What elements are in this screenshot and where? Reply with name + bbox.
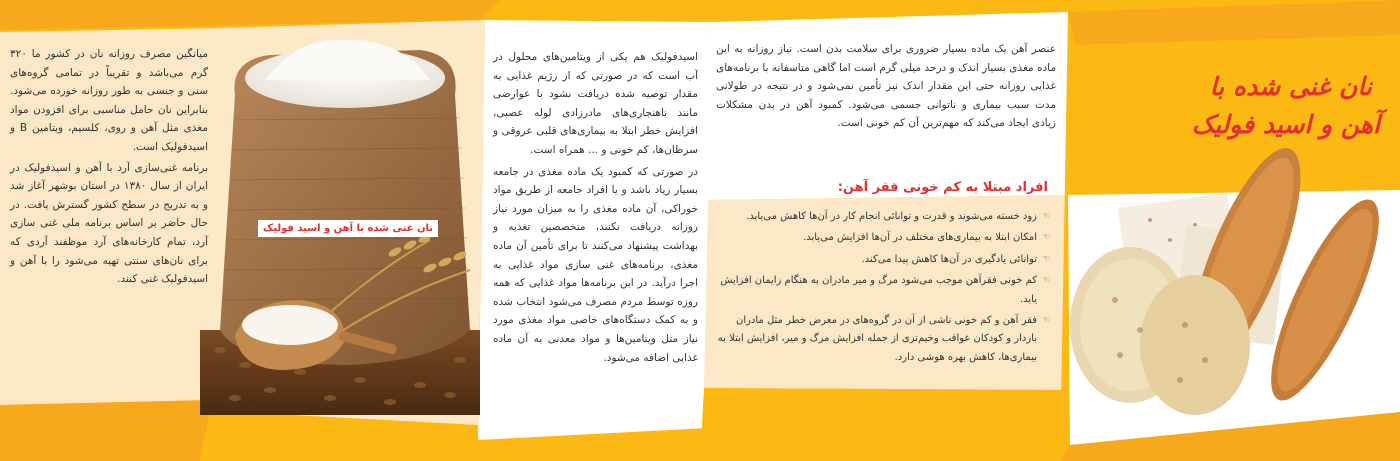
- pointing-hand-icon: ☜: [1042, 315, 1051, 327]
- bullet-text: فقر آهن و کم خونی ناشی از آن در گروه‌های در معرض خطر مثل مادران باردار و کودکان عواقب وخیم‌تری از جمله افزایش مرگ و میر، افزایش ابتلا به بیماری‌ها، کاهش بهره هوشی دارد.: [717, 315, 1037, 363]
- deficiency-section-title: افراد مبتلا به کم خونی فقر آهن:: [837, 180, 1048, 195]
- cover-title-line-1: نان غنی شده با: [1209, 72, 1372, 101]
- right-paragraph-1: عنصر آهن یک ماده بسیار ضروری برای سلامت بدن است. نیاز روزانه به این ماده مغذی بسیار اندک و درحد میلی گرم است اما گاهی متاسفانه با برنامه‌های غذایی روزانه حتی این مقدار اندک نیز تأمین نمی‌شود و در نتیجه در طولانی مدت سبب بیماری و ناتوانی جسمی می‌شود. کمبود آهن در بدن مشکلات زیادی ایجاد می‌کند که مهم‌ترین آن کم خونی است.: [716, 43, 1056, 130]
- right-column-intro: [716, 40, 1056, 133]
- middle-paragraph-1: اسیدفولیک هم یکی از ویتامین‌های محلول در آب است که در صورتی که از رژیم غذایی به مقدار توصیه شده دریافت نشود با عوارضی مانند ناهنجاری‌های مادرزادی لوله عصبی، افزایش خطر ابتلا به بیماری‌های قلبی عروقی و سرطان‌ها، کم خونی و ... همراه است.: [493, 51, 698, 156]
- photo-caption-label: نان غنی شده با آهن و اسید فولیک: [258, 220, 438, 237]
- pointing-hand-icon: ☜: [1042, 275, 1051, 287]
- bullet-text: کم خونی فقرآهن موجب می‌شود مرگ و میر مادران به هنگام زایمان افزایش یابد.: [720, 275, 1037, 305]
- pointing-hand-icon: ☜: [1042, 211, 1051, 222]
- left-paragraph-1: میانگین مصرف روزانه نان در کشور ما ۳۲۰ گرم می‌باشد و تقریباً در تمامی گروه‌های سنی و جنسی به طور روزانه خورده می‌شود. بنابراین نان حامل مناسبی برای افزودن مواد مغذی مثل آهن و روی، کلسیم، ویتامین B و اسیدفولیک است.: [10, 48, 208, 153]
- bullet-item: [716, 229, 1051, 247]
- bullet-item: [716, 251, 1051, 269]
- bullet-item: [716, 312, 1051, 367]
- middle-paragraph-2: در صورتی که کمبود یک ماده مغذی در جامعه بسیار زیاد باشد و یا افراد جامعه از طریق مواد خوراکی، آن ماده مغذی را به میزان مورد نیاز روزانه دریافت نکنند، متخصصین تغذیه و بهداشت پیشنهاد می‌کنند تا برای تأمین آن ماده مغذی، برنامه‌های غنی سازی مواد غذایی به اجرا درآید. در این برنامه‌ها مواد غذایی که همه روزه توسط مردم مصرف می‌شود انتخاب شده و به کمک دستگاه‌های خاصی مواد مغذی مورد نیاز مثل ویتامین‌ها و مواد معدنی به آن ماده غذایی اضافه می‌شود.: [493, 165, 698, 364]
- pointing-hand-icon: ☜: [1042, 253, 1051, 265]
- bullet-text: امکان ابتلا به بیماری‌های مختلف در آن‌ها افزایش می‌یابد.: [803, 232, 1037, 244]
- bullet-text: زود خسته می‌شوند و قدرت و توانائی انجام کار در آن‌ها کاهش می‌یابد.: [746, 211, 1037, 222]
- left-column: [10, 45, 208, 289]
- pointing-hand-icon: ☜: [1042, 232, 1051, 244]
- deficiency-bullet-list: [716, 208, 1051, 370]
- cover-title-line-2: آهن و اسید فولیک: [1191, 110, 1380, 139]
- bottom-band-left: [0, 400, 212, 461]
- bullet-text: توانائی یادگیری در آن‌ها کاهش پیدا می‌کند.: [861, 253, 1037, 265]
- left-paragraph-2: برنامه غنی‌سازی آرد با آهن و اسیدفولیک در ایران از سال ۱۳۸۰ در استان بوشهر آغاز شد و به تدریج در سطح کشور گسترش یافت. در حال حاضر بر اساس برنامه ملی غنی سازی آرد، تمام کارخانه‌های آرد موظفند آردی که برای نان‌های سنتی تهیه می‌شود را با آهن و اسیدفولیک غنی کنند.: [10, 161, 208, 286]
- middle-column: [493, 48, 698, 367]
- bottom-band-right: [700, 388, 1068, 461]
- bullet-item: [716, 208, 1051, 226]
- bullet-item: [716, 272, 1051, 309]
